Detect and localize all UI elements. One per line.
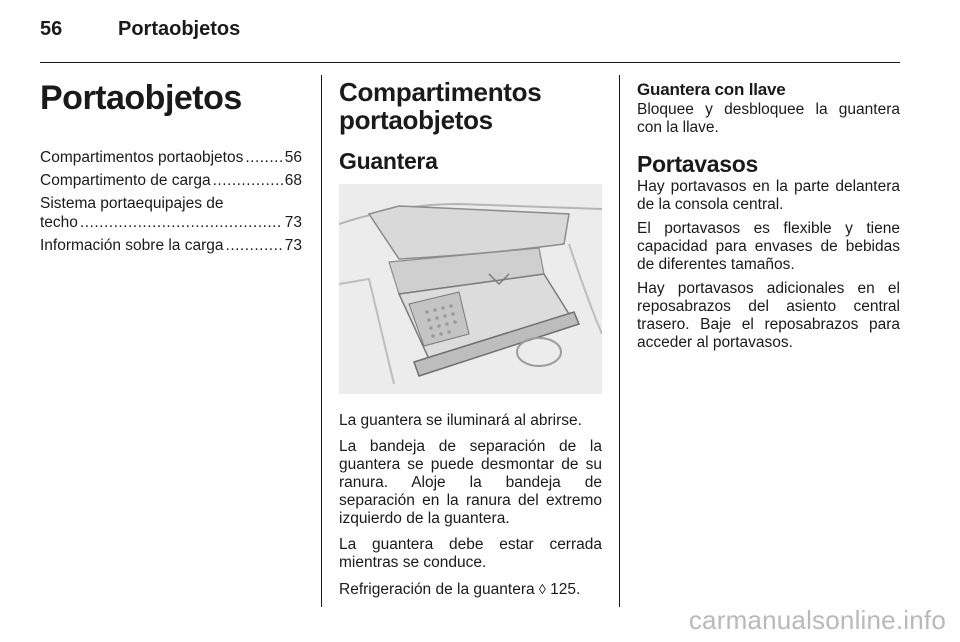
page-number: 56: [40, 18, 63, 40]
reference-arrow-icon: ◊: [538, 581, 546, 597]
column-divider-left: [321, 75, 322, 607]
body-paragraph: Bloquee y desbloquee la guantera con la llave.: [637, 101, 900, 136]
reference-text: Refrigeración de la guantera: [339, 581, 535, 598]
toc-label: Compartimento de carga: [40, 172, 211, 189]
toc-label: techo: [40, 214, 78, 231]
cupholder-heading: Portavasos: [637, 151, 759, 177]
toc-leader: [213, 171, 283, 190]
toc-label: Compartimentos portaobjetos: [40, 149, 244, 166]
body-paragraph: La bandeja de separación de la guantera se puede desmontar de su ranura. Aloje la bandeja de separación en la ranura del extremo izquierdo de la guantera.: [339, 438, 602, 527]
toc-leader: [226, 236, 283, 255]
toc-leader: [80, 213, 283, 232]
section-heading: Compartimentos portaobjetos: [339, 77, 542, 135]
lock-heading: Guantera con llave: [637, 80, 786, 99]
toc-entry[interactable]: [40, 236, 302, 255]
right-column: [637, 70, 900, 352]
glovebox-illustration: [339, 184, 602, 394]
body-paragraph: La guantera se iluminará al abrirse.: [339, 412, 582, 429]
body-paragraph: Hay portavasos adicionales en el reposabrazos del asiento central trasero. Baje el reposabrazos para acceder al portavasos.: [637, 280, 900, 351]
reference-page: 125.: [550, 581, 581, 598]
toc-page: 73: [284, 214, 302, 231]
running-title: Portaobjetos: [118, 18, 241, 40]
toc-page: 68: [284, 172, 302, 189]
body-paragraph: La guantera debe estar cerrada mientras se conduce.: [339, 536, 602, 571]
column-divider-right: [619, 75, 620, 607]
table-of-contents: [40, 148, 302, 255]
toc-entry[interactable]: [40, 171, 302, 190]
toc-leader: [245, 148, 282, 167]
chapter-heading: Portaobjetos: [40, 79, 242, 117]
left-column: [40, 70, 302, 259]
cross-reference[interactable]: [339, 580, 602, 599]
middle-column: [339, 70, 602, 599]
header-rule: [40, 62, 900, 63]
watermark: carmanualsonline.info: [688, 605, 946, 635]
toc-label: Información sobre la carga: [40, 237, 224, 254]
toc-page: 56: [284, 149, 302, 166]
toc-entry[interactable]: [40, 148, 302, 167]
toc-page: 73: [284, 237, 302, 254]
glovebox-heading: Guantera: [339, 148, 438, 174]
body-paragraph: Hay portavasos en la parte delantera de la consola central.: [637, 178, 900, 213]
glovebox-drawing: [339, 184, 602, 394]
toc-entry[interactable]: [40, 194, 302, 232]
toc-label-line1: Sistema portaequipajes de: [40, 195, 224, 212]
body-paragraph: El portavasos es flexible y tiene capacidad para envases de bebidas de diferentes tamaños.: [637, 220, 900, 273]
